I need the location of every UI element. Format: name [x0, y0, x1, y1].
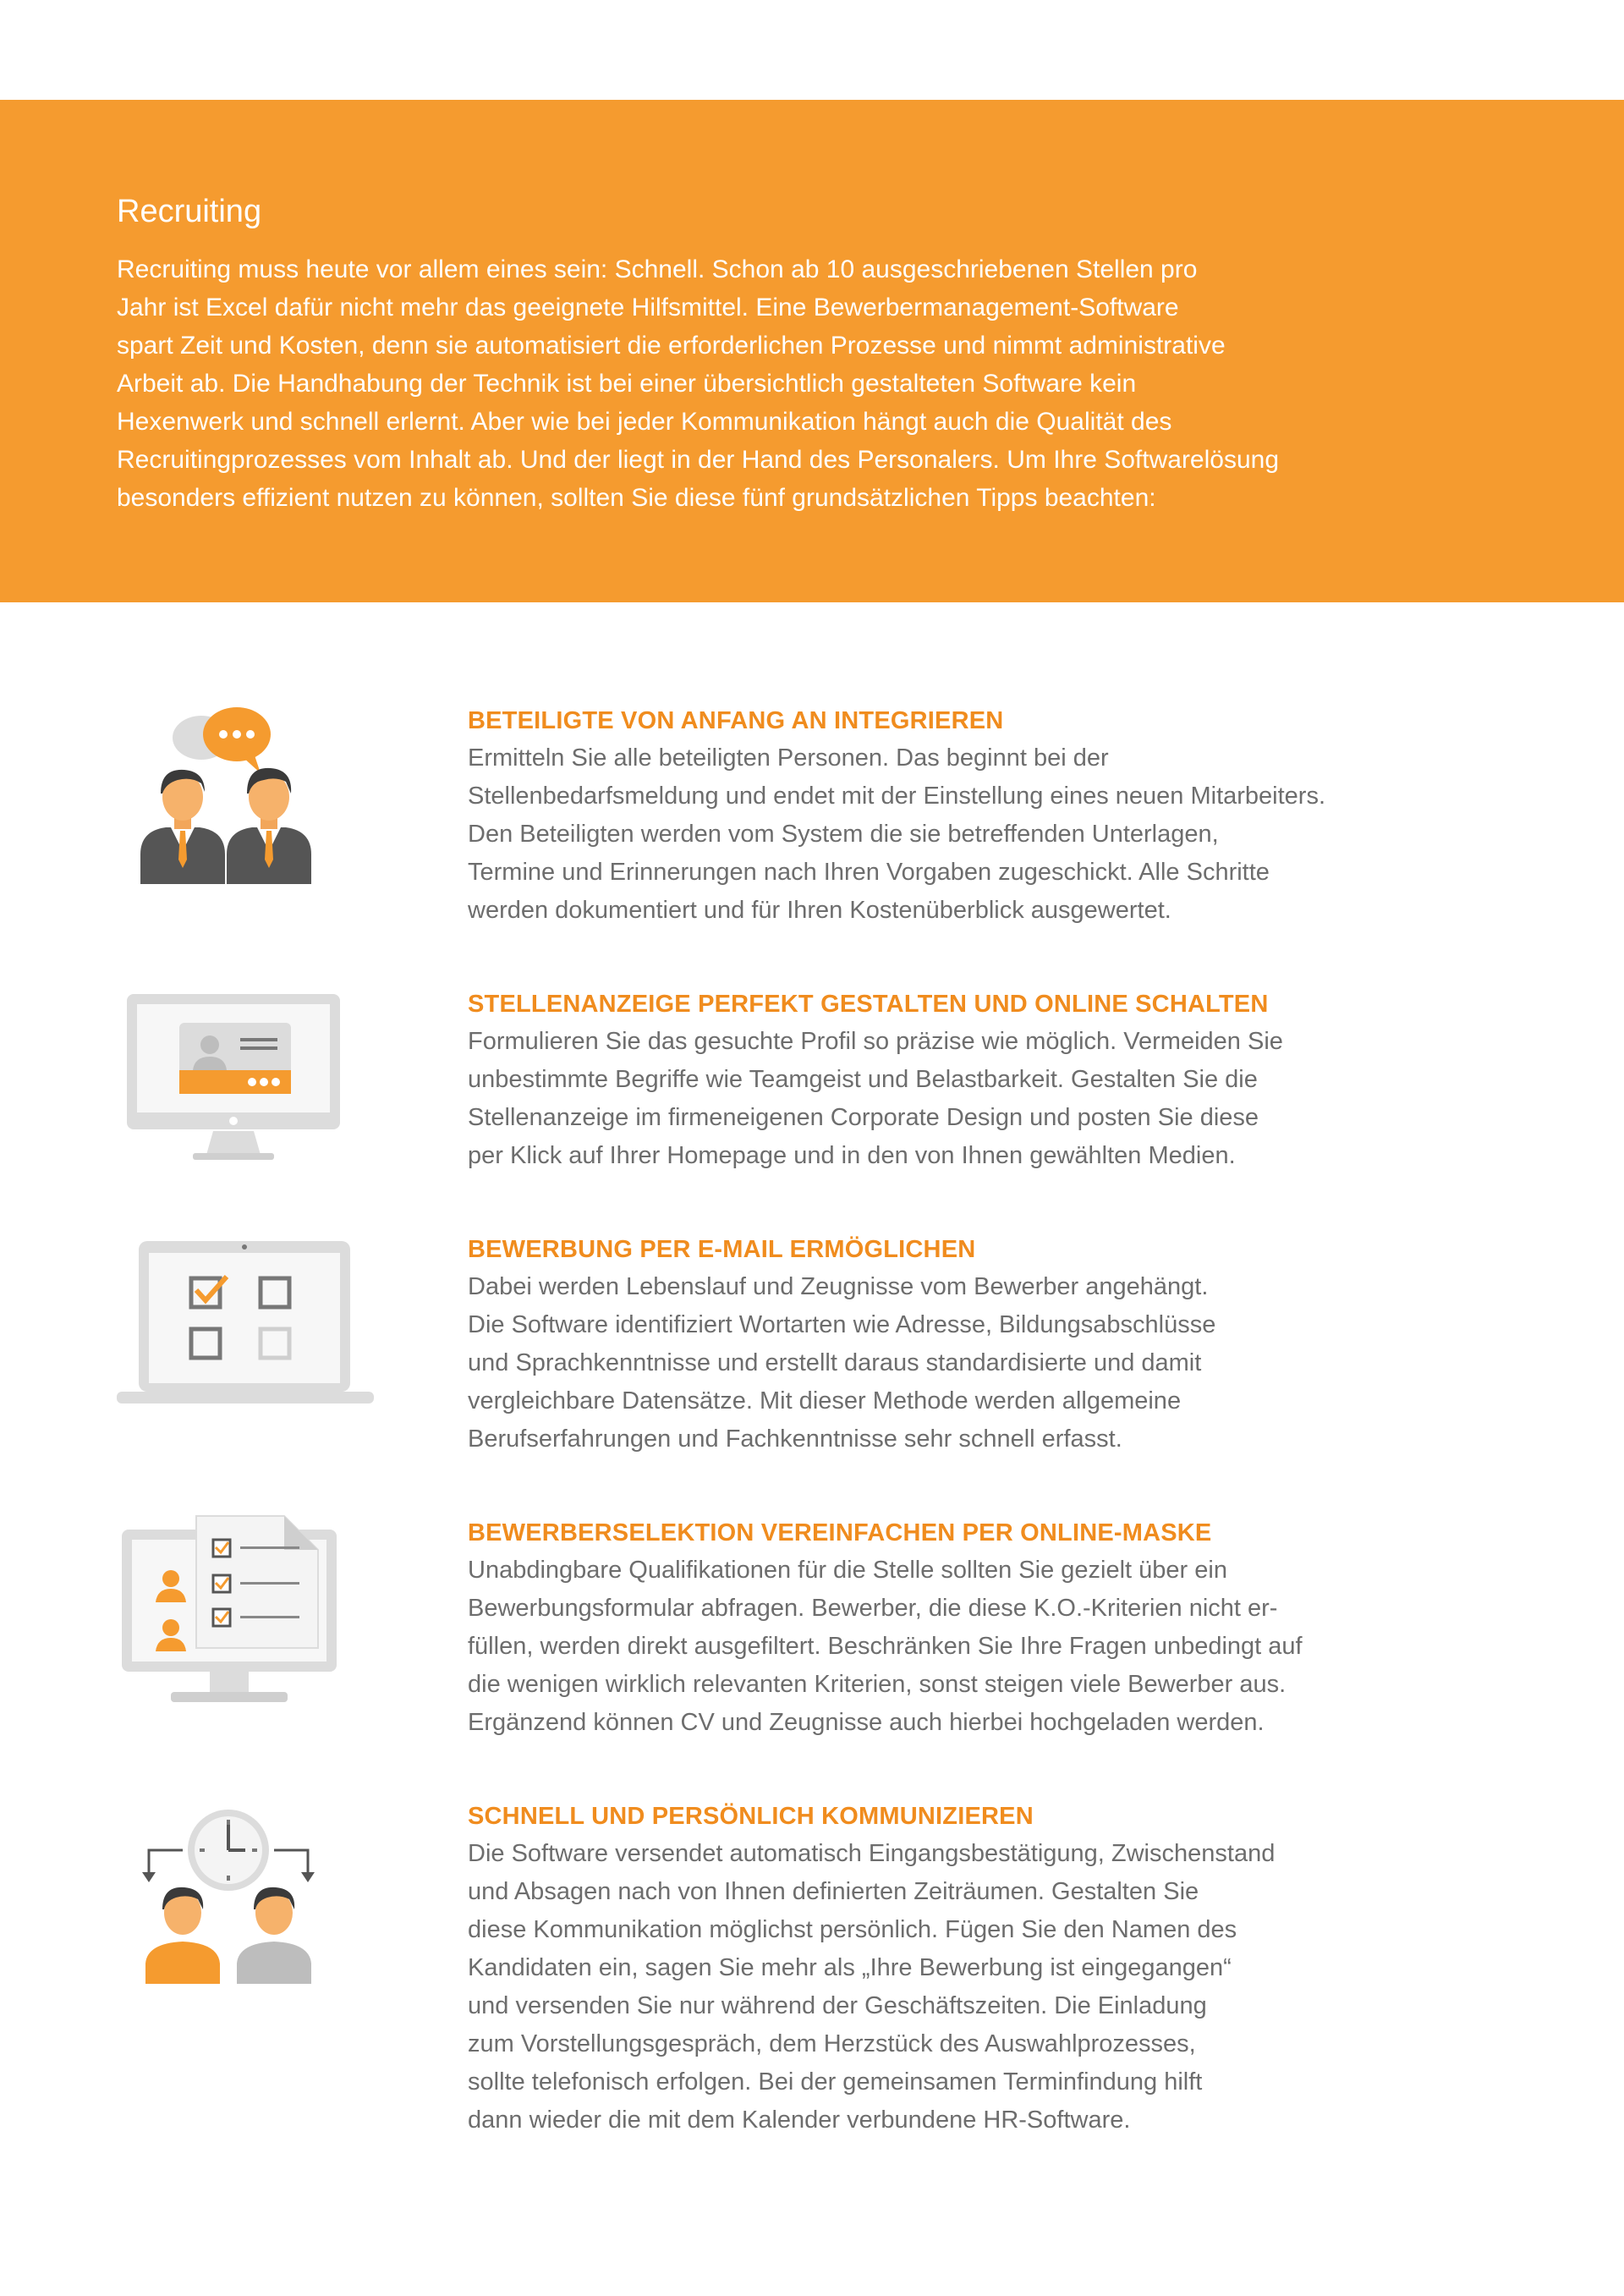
tip-line: dann wieder die mit dem Kalender verbundene HR-Software.	[468, 2106, 1131, 2134]
tip-line: sollte telefonisch erfolgen. Bei der gemeinsamen Terminfindung hilft	[468, 2068, 1203, 2096]
tip-line: Ergänzend können CV und Zeugnisse auch hierbei hochgeladen werden.	[468, 1709, 1265, 1736]
tip-line: Termine und Erinnerungen nach Ihren Vorgaben zugeschickt. Alle Schritte	[468, 859, 1270, 886]
tip-body	[468, 1023, 1283, 1175]
intro-banner	[0, 100, 1624, 602]
tip-title: BEWERBERSELEKTION VEREINFACHEN PER ONLINE-MASKE	[468, 1519, 1212, 1546]
tip-body	[468, 1835, 1275, 2139]
tip-line: Bewerbungsformular abfragen. Bewerber, die diese K.O.-Kriterien nicht er-	[468, 1595, 1278, 1622]
tip-line: Dabei werden Lebenslauf und Zeugnisse vom Bewerber angehängt.	[468, 1273, 1209, 1300]
intro-line: spart Zeit und Kosten, denn sie automatisiert die erforderlichen Prozesse und nimmt administrative	[117, 332, 1226, 360]
clock-people-icon	[110, 1798, 347, 1997]
tip-line: Unabdingbare Qualifikationen für die Stelle sollten Sie gezielt über ein	[468, 1557, 1227, 1584]
two-people-chat-icon	[110, 702, 330, 893]
tip-line: Stellenanzeige im firmeneigenen Corporate Design und posten Sie diese	[468, 1104, 1259, 1131]
tip-line: und Sprachkenntnisse und erstellt daraus standardisierte und damit	[468, 1349, 1202, 1376]
tip-title: STELLENANZEIGE PERFEKT GESTALTEN UND ONLINE SCHALTEN	[468, 991, 1269, 1018]
tip-title: SCHNELL UND PERSÖNLICH KOMMUNIZIEREN	[468, 1803, 1034, 1830]
monitor-profile-card-icon	[110, 986, 347, 1184]
tip-line: füllen, werden direkt ausgefiltert. Beschränken Sie Ihre Fragen unbedingt auf	[468, 1633, 1303, 1660]
tip-line: Stellenbedarfsmeldung und endet mit der Einstellung eines neuen Mitarbeiters.	[468, 783, 1326, 810]
tip-line: per Klick auf Ihrer Homepage und in den von Ihnen gewählten Medien.	[468, 1142, 1236, 1169]
intro-text	[117, 250, 1470, 517]
tip-line: Die Software identifiziert Wortarten wie Adresse, Bildungsabschlüsse	[468, 1311, 1216, 1338]
tip-line: Berufserfahrungen und Fachkenntnisse sehr schnell erfasst.	[468, 1425, 1122, 1453]
tip-title: BEWERBUNG PER E-MAIL ERMÖGLICHEN	[468, 1236, 976, 1263]
tip-body	[468, 739, 1325, 930]
tip-line: diese Kommunikation möglichst persönlich. Fügen Sie den Namen des	[468, 1916, 1237, 1943]
tip-body	[468, 1268, 1215, 1458]
tip-title: BETEILIGTE VON ANFANG AN INTEGRIEREN	[468, 707, 1004, 734]
intro-line: Arbeit ab. Die Handhabung der Technik ist bei einer übersichtlich gestalteten Software kein	[117, 370, 1137, 398]
tip-line: und versenden Sie nur während der Geschäftszeiten. Die Einladung	[468, 1992, 1207, 2019]
tip-line: Formulieren Sie das gesuchte Profil so präzise wie möglich. Vermeiden Sie	[468, 1028, 1283, 1055]
tip-body	[468, 1552, 1303, 1742]
monitor-checklist-icon	[110, 1514, 347, 1722]
tip-line: Kandidaten ein, sagen Sie mehr als „Ihre Bewerbung ist eingegangen“	[468, 1954, 1232, 1981]
tip-line: und Absagen nach von Ihnen definierten Zeiträumen. Gestalten Sie	[468, 1878, 1199, 1905]
tip-line: zum Vorstellungsgespräch, dem Herzstück des Auswahlprozesses,	[468, 2030, 1196, 2057]
tip-line: die wenigen wirklich relevanten Kriterien, sonst steigen viele Bewerber aus.	[468, 1671, 1287, 1698]
page-title: Recruiting	[117, 194, 262, 229]
tip-line: Den Beteiligten werden vom System die sie betreffenden Unterlagen,	[468, 821, 1219, 848]
intro-line: besonders effizient nutzen zu können, sollten Sie diese fünf grundsätzlichen Tipps beachten:	[117, 484, 1156, 512]
intro-line: Jahr ist Excel dafür nicht mehr das geeignete Hilfsmittel. Eine Bewerbermanagement-Software	[117, 294, 1179, 321]
tip-line: vergleichbare Datensätze. Mit dieser Methode werden allgemeine	[468, 1387, 1182, 1414]
tip-line: Ermitteln Sie alle beteiligten Personen. Das beginnt bei der	[468, 744, 1109, 772]
intro-line: Recruitingprozesses vom Inhalt ab. Und der liegt in der Hand des Personalers. Um Ihre Softwarelösung	[117, 446, 1280, 474]
tip-line: unbestimmte Begriffe wie Teamgeist und Belastbarkeit. Gestalten Sie die	[468, 1066, 1258, 1093]
intro-line: Hexenwerk und schnell erlernt. Aber wie bei jeder Kommunikation hängt auch die Qualität des	[117, 408, 1172, 436]
intro-line: Recruiting muss heute vor allem eines sein: Schnell. Schon ab 10 ausgeschriebenen Stellen pro	[117, 255, 1198, 283]
laptop-checkbox-icon	[110, 1231, 381, 1421]
tip-line: werden dokumentiert und für Ihren Kostenüberblick ausgewertet.	[468, 897, 1171, 924]
tip-line: Die Software versendet automatisch Eingangsbestätigung, Zwischenstand	[468, 1840, 1276, 1867]
